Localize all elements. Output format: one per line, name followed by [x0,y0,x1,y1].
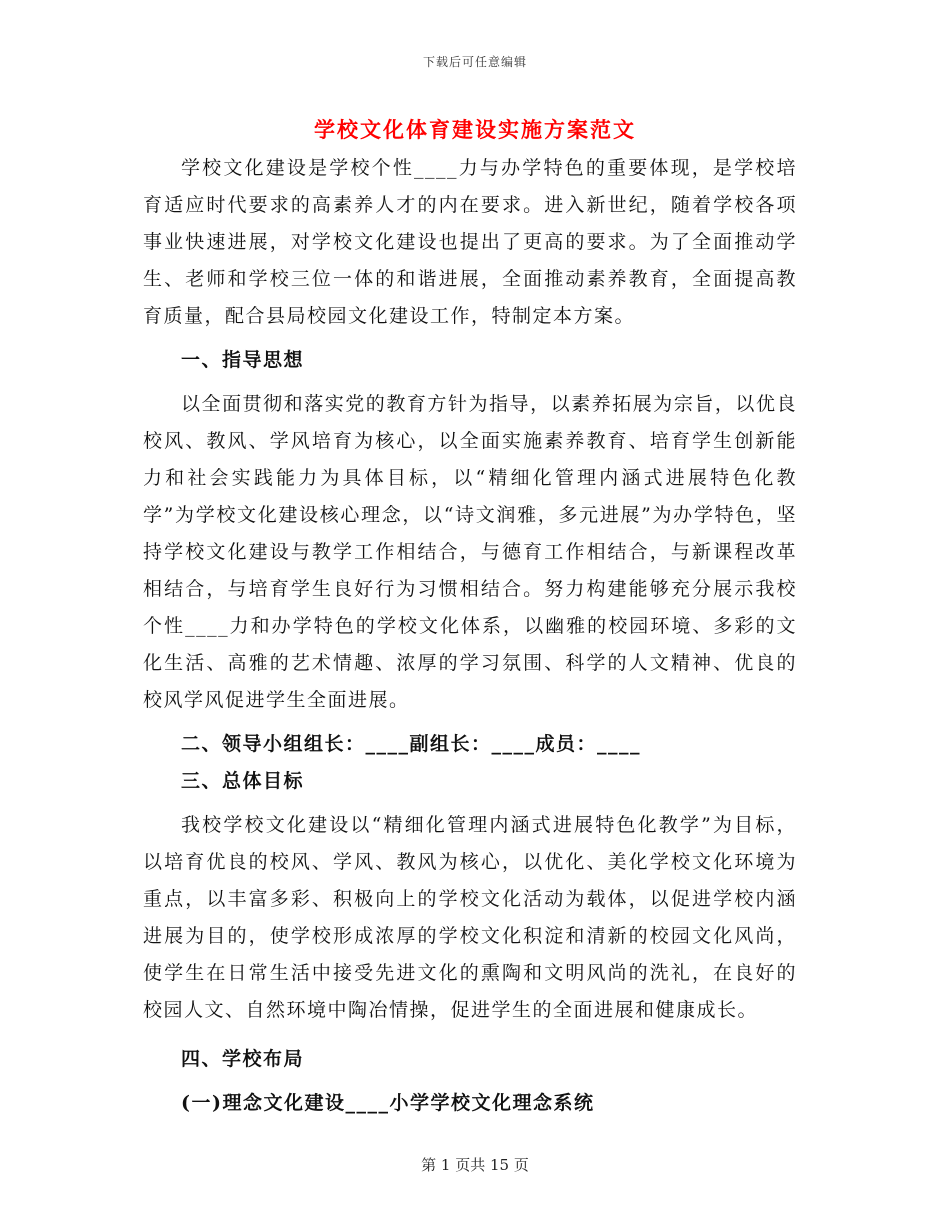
section-heading-leadership-group: 二、领导小组组长：____副组长：____成员：____ [181,733,642,755]
intro-paragraph: 学校文化建设是学校个性____力与办学特色的重要体现，是学校培育适应时代要求的高素养人才的内在要求。进入新世纪，随着学校各项事业快速进展，对学校文化建设也提出了更高的要求。为了全面推动学生、老师和学校三位一体的和谐进展，全面推动素养教育，全面提高教育质量，配合县局校园文化建设工作，特制定本方案。 [143,157,797,327]
section-heading-school-layout: 四、学校布局 [181,1048,305,1070]
section-paragraph-overall-goal: 我校学校文化建设以“精细化管理内涵式进展特色化教学”为目标，以培育优良的校风、学风、教风为核心，以优化、美化学校文化环境为重点，以丰富多彩、积极向上的学校文化活动为载体，以促进学校内涵进展为目的，使学校形成浓厚的学校文化积淀和清新的校园文化风尚，使学生在日常生活中接受先进文化的熏陶和文明风尚的洗礼，在良好的校园人文、自然环境中陶冶情操，促进学生的全面进展和健康成长。 [143,814,797,1021]
page-header-note: 下载后可任意编辑 [422,55,527,69]
section-heading-guiding-ideology: 一、指导思想 [181,349,305,371]
page-number: 第 1 页共 15 页 [421,1156,529,1174]
section-heading-overall-goal: 三、总体目标 [181,770,305,792]
section-paragraph-guiding-ideology: 以全面贯彻和落实党的教育方针为指导，以素养拓展为宗旨，以优良校风、教风、学风培育为核心，以全面实施素养教育、培育学生创新能力和社会实践能力为具体目标，以“精细化管理内涵式进展特色化教学”为学校文化建设核心理念，以“诗文润雅，多元进展”为办学特色，坚持学校文化建设与教学工作相结合，与德育工作相结合，与新课程改革相结合，与培育学生良好行为习惯相结合。努力构建能够充分展示我校个性____力和办学特色的学校文化体系，以幽雅的校园环境、多彩的文化生活、高雅的艺术情趣、浓厚的学习氛围、科学的人文精神、优良的校风学风促进学生全面进展。 [143,393,797,711]
document-title: 学校文化体育建设实施方案范文 [314,117,636,142]
subsection-heading-concept-culture: (一)理念文化建设____小学学校文化理念系统 [181,1092,595,1114]
document-body [143,150,797,1122]
